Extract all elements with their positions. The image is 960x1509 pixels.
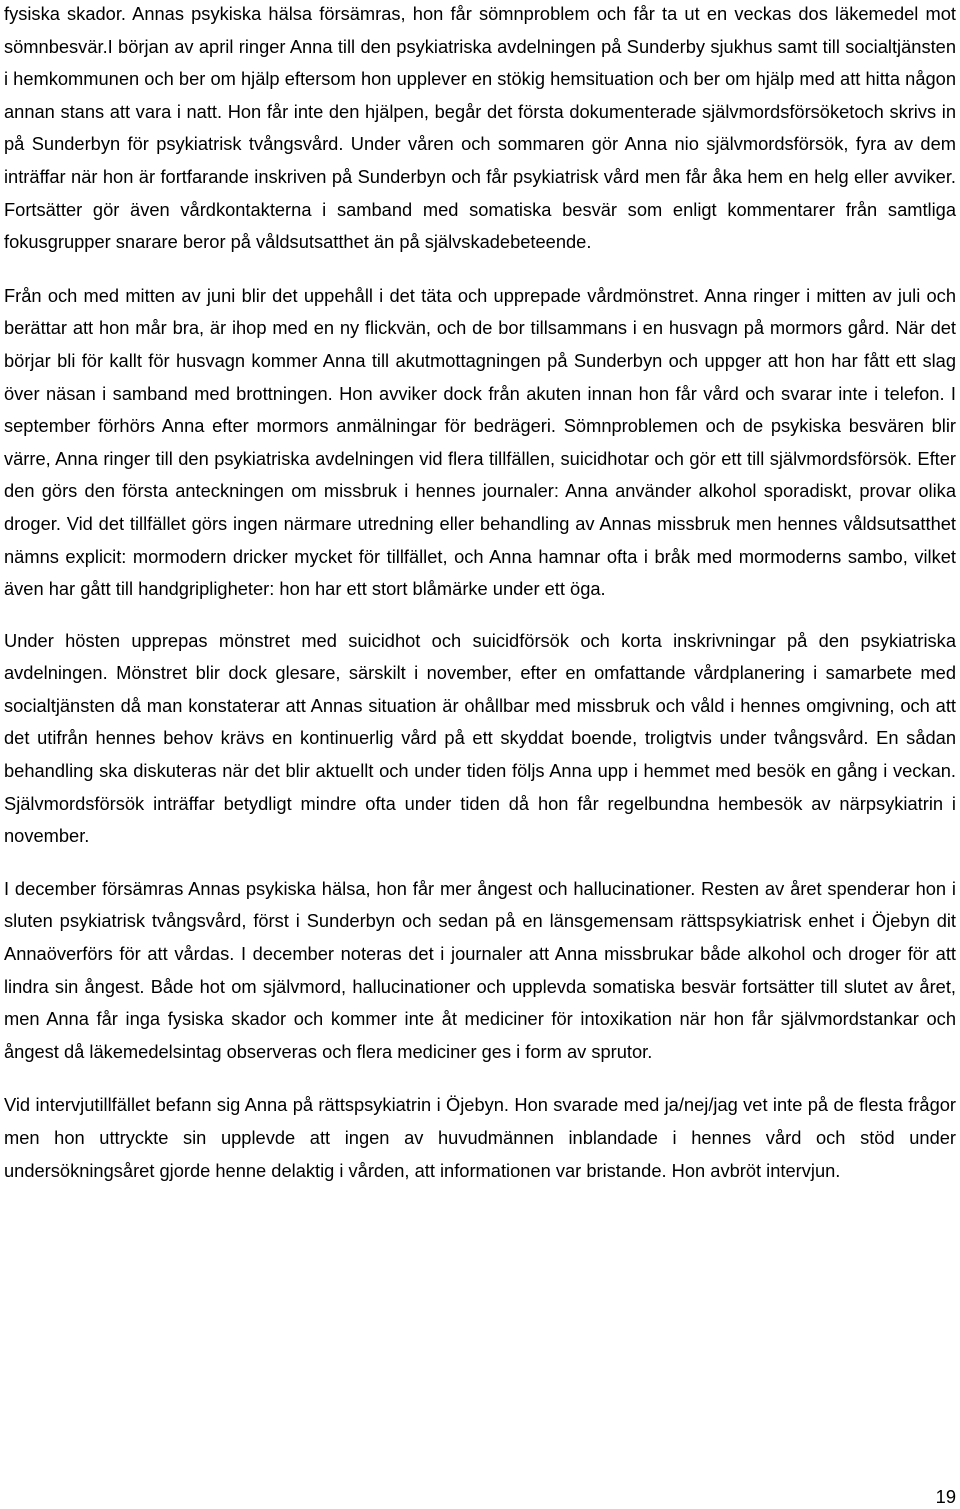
document-page	[4, 0, 956, 1187]
paragraph-2: Från och med mitten av juni blir det uppehåll i det täta och upprepade vårdmönstret. Anna ringer i mitten av juli och berättar att hon mår bra, är ihop med en ny flickvän, och de bor tillsammans i en husvagn på mormors gård. När det börjar bli för kallt för husvagn kommer Anna till akutmottagningen på Sunderbyn och uppger att hon har fått ett slag över näsan i samband med brottningen. Hon avviker dock från akuten innan hon får vård och svarar inte i telefon. I september förhörs Anna efter mormors anmälningar för bedrägeri. Sömnproblemen och de psykiska besvären blir värre, Anna ringer till den psykiatriska avdelningen vid flera tillfällen, suicidhotar och gör ett till självmordsförsök. Efter den görs den första anteckningen om missbruk i hennes journaler: Anna använder alkohol sporadiskt, provar olika droger. Vid det tillfället görs ingen närmare utredning eller behandling av Annas missbruk men hennes våldsutsatthet nämns explicit: mormodern dricker mycket för tillfället, och Anna hamnar ofta i bråk med mormoderns sambo, vilket även har gått till handgripligheter: hon har ett stort blåmärke under ett öga.	[4, 284, 956, 600]
paragraph-3: Under hösten upprepas mönstret med suicidhot och suicidförsök och korta inskrivningar på den psykiatriska avdelningen. Mönstret blir dock glesare, särskilt i november, efter en omfattande vårdplanering i samarbete med socialtjänsten då man konstaterar att Annas situation är ohållbar med missbruk och våld i hennes omgivning, och att det utifrån hennes behov krävs en kontinuerlig vård på ett skyddat boende, troligtvis under tvångsvård. En sådan behandling ska diskuteras när det blir aktuellt och under tiden följs Anna upp i hemmet med besök en gång i veckan. Självmordsförsök inträffar betydligt mindre ofta under tiden då hon får regelbundna hembesök av närpsykiatrin i november.	[4, 629, 956, 847]
paragraph-4: I december försämras Annas psykiska hälsa, hon får mer ångest och hallucinationer. Resten av året spenderar hon i sluten psykiatrisk tvångsvård, först i Sunderbyn och sedan på en länsgemensam rättspsykiatrisk enhet i Öjebyn dit Annaöverförs för att vårdas. I december noteras det i journaler att Anna missbrukar både alkohol och droger för att lindra sin ångest. Både hot om självmord, hallucinationer och upplevda somatiska besvär fortsätter till slutet av året, men Anna får inga fysiska skador och kommer inte åt mediciner för intoxikation när hon får självmordstankar och ångest då läkemedelsintag observeras och flera mediciner ges i form av sprutor.	[4, 877, 956, 1062]
paragraph-5: Vid intervjutillfället befann sig Anna på rättspsykiatrin i Öjebyn. Hon svarade med ja/nej/jag vet inte på de flesta frågor men hon uttryckte sin upplevde att ingen av huvudmännen inblandade i hennes vård och stöd under undersökningsåret gjorde henne delaktig i vården, att informationen var bristande. Hon avbröt intervjun.	[4, 1094, 956, 1181]
paragraph-1: fysiska skador. Annas psykiska hälsa försämras, hon får sömnproblem och får ta ut en veckas dos läkemedel mot sömnbesvär.I början av april ringer Anna till den psykiatriska avdelningen på Sunderby sjukhus samt till socialtjänsten i hemkommunen och ber om hjälp eftersom hon upplever en stökig hemsituation och ber om hjälp med att hitta någon annan stans att vara i natt. Hon får inte den hjälpen, begår det första dokumenterade självmordsförsöketoch skrivs in på Sunderbyn för psykiatrisk tvångsvård. Under våren och sommaren gör Anna nio självmordsförsök, fyra av dem inträffar när hon är fortfarande inskriven på Sunderbyn och får psykiatrisk vård men får åka hem en helg eller avviker. Fortsätter gör även vårdkontakterna i samband med somatiska besvär som enligt kommentarer från samtliga fokusgrupper snarare beror på våldsutsatthet än på självskadebeteende.	[4, 3, 956, 253]
page-number: 19	[935, 1486, 956, 1507]
